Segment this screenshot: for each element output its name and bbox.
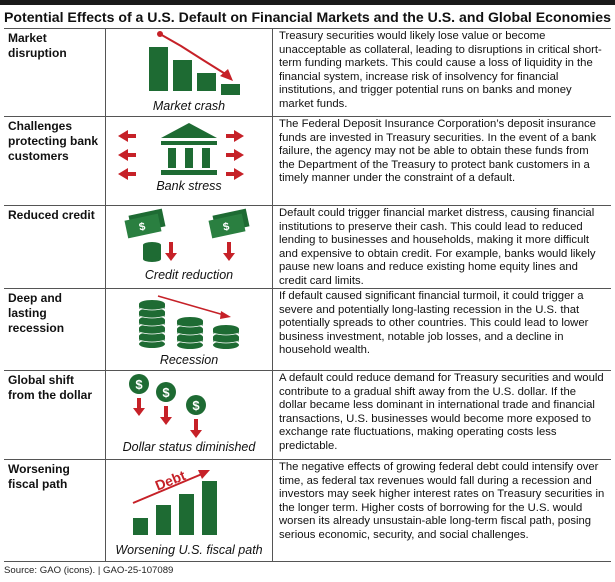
row-label: Worsening fiscal path (8, 462, 70, 491)
row-label: Global shift from the dollar (8, 373, 93, 402)
row-icon-cell (105, 460, 273, 561)
row-description: The Federal Deposit Insurance Corporation’s deposit insurance funds are invested in Treasury securities. In the event of a bank failure, the agency may not be able to obtain these funds from the Department of the Treasury to protect bank customers in a timely manner under the constraint of a default. (279, 118, 597, 185)
icon-caption: Market crash (152, 99, 226, 113)
row-label: Market disruption (8, 31, 67, 60)
icon-caption: Dollar status diminished (122, 440, 256, 454)
svg-text:$: $ (135, 377, 143, 392)
row-icon-cell (105, 371, 273, 459)
svg-text:$: $ (222, 220, 231, 234)
table-row (4, 289, 611, 371)
row-label: Challenges protecting bank customers (8, 119, 99, 163)
svg-text:$: $ (192, 398, 200, 413)
row-description: Default could trigger financial market distress, causing financial institutions to preserve their cash. This could lead to reduced lending to businesses and households, making it more difficult and expensive to obtain credit. For example, banks would likely pause new loans and reduce existing home equity lines and credit card limits. (279, 207, 596, 287)
row-description: The negative effects of growing federal debt could intensify over time, as federal tax revenues would fall during a recession and investors may seek higher interest rates on Treasury securities in the longer term. Higher costs of borrowing for the U.S. would worsen its already unsustain-able long-term fiscal path, posing serious economic, security, and social challenges. (279, 461, 605, 541)
row-description: A default could reduce demand for Treasury securities and would contribute to a gradual shift away from the U.S. dollar. If the dollar became less dominant in international trade and financial transactions, U.S. businesses would become more exposed to exchange rate fluctuations, making operating costs less predictable. (279, 372, 604, 452)
table-row (4, 371, 611, 460)
row-description: Treasury securities would likely lose value or become unacceptable as collateral, leading to disruptions in critical short-term funding markets. This could cause a loss of liquidity in the financial system, increase risk of insolvency for financial institutions, and trigger potential runs on banks and money market funds. (279, 30, 602, 110)
row-description: If default caused significant financial turmoil, it could trigger a severe and potentially long-lasting recession in the U.S. that potentially spreads to other countries. This could lead to lower business investment, notable job losses, and a decline in household wealth. (279, 290, 589, 357)
icon-caption: Credit reduction (144, 268, 234, 282)
row-icon-cell (105, 289, 273, 370)
table-row (4, 460, 611, 561)
row-icon-cell (105, 206, 273, 288)
icon-caption: Bank stress (156, 179, 222, 193)
table-row (4, 29, 611, 117)
source-note: Source: GAO (icons). | GAO-25-107089 (4, 565, 174, 576)
svg-text:$: $ (162, 385, 170, 400)
svg-text:$: $ (138, 220, 147, 234)
table-row (4, 117, 611, 206)
row-icon-cell (105, 29, 273, 116)
title-rule (0, 0, 615, 5)
page-title: Potential Effects of a U.S. Default on Financial Markets and the U.S. and Global Economies (4, 9, 611, 25)
debt-label: Debt (152, 467, 188, 494)
row-icon-cell (105, 117, 273, 205)
row-label: Reduced credit (8, 208, 95, 222)
row-label: Deep and lasting recession (8, 291, 65, 335)
icon-caption: Recession (159, 353, 219, 367)
table-row (4, 206, 611, 289)
effects-table (4, 28, 611, 562)
icon-caption: Worsening U.S. fiscal path (115, 543, 263, 557)
